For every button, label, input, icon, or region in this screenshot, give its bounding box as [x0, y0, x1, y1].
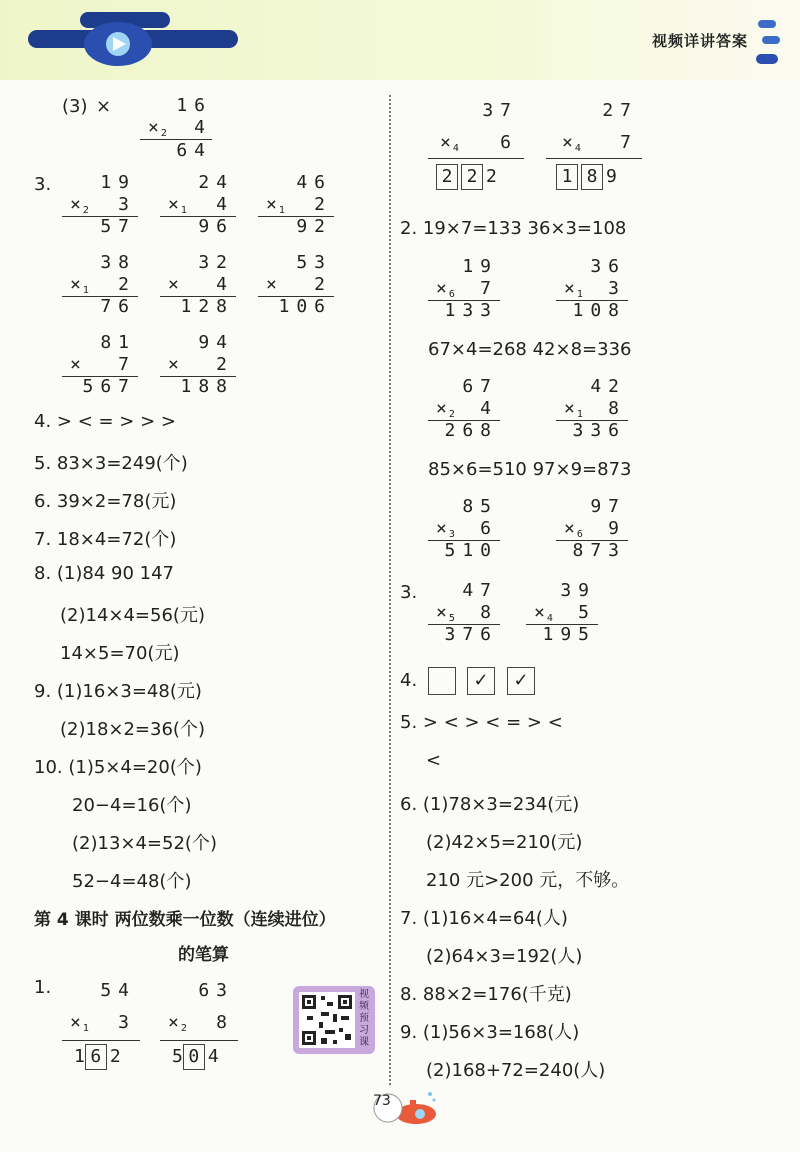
- answer-line: (2)42×5=210(元): [426, 832, 583, 853]
- calc-result-boxed: 5 0 4: [172, 1044, 219, 1070]
- answer-line: 52−4=48(个): [72, 871, 192, 892]
- answer-line: 14×5=70(元): [60, 643, 180, 664]
- calc-mult: 8: [216, 1012, 234, 1033]
- question-label: 3.: [400, 582, 418, 603]
- answer-line: 8. (1)84 90 147: [34, 563, 175, 584]
- calc-top: 16: [176, 95, 212, 116]
- answer-box-empty: [428, 667, 456, 695]
- calc-top: 39: [560, 580, 596, 601]
- calc-top: 36: [590, 256, 626, 277]
- calc-top: 67: [462, 376, 498, 397]
- column-divider: [389, 95, 391, 1085]
- page-number: 73: [373, 1093, 391, 1109]
- calc-result: 195: [542, 624, 596, 645]
- calc-top: 53: [296, 252, 332, 273]
- calc-top: 97: [590, 496, 626, 517]
- answer-line: (2)14×4=56(元): [60, 605, 205, 626]
- calc-mult: 3: [608, 278, 626, 299]
- answer-box-checked: ✓: [507, 667, 535, 695]
- calc-result: 268: [444, 420, 498, 441]
- question-label: 3.: [34, 174, 52, 195]
- calc-mult: 8: [608, 398, 626, 419]
- answer-line: (2)18×2=36(个): [60, 719, 205, 740]
- calc-mult: 7: [480, 278, 498, 299]
- calc-top: 81: [100, 332, 136, 353]
- calc-mult: 4: [216, 274, 234, 295]
- answer-line: 9. (1)16×3=48(元): [34, 681, 202, 702]
- calc-mult: 8: [480, 602, 498, 623]
- lesson-title-cont: 的笔算: [178, 945, 229, 965]
- calc-rule: [62, 1040, 140, 1041]
- calc-mult: 5: [578, 602, 596, 623]
- calc-result: 96: [198, 216, 234, 237]
- calc-rule: [428, 158, 524, 159]
- question-label: 1.: [34, 977, 52, 998]
- calc-mult: 3: [118, 1012, 136, 1033]
- calc-result: 873: [572, 540, 626, 561]
- answer-line: 67×4=268 42×8=336: [428, 339, 632, 360]
- answer-line: 10. (1)5×4=20(个): [34, 757, 202, 778]
- qr-code-icon: [299, 992, 355, 1048]
- calc-result: 376: [444, 624, 498, 645]
- calc-mult: 4: [216, 194, 234, 215]
- answer-box: 1: [556, 164, 578, 190]
- calc-result-boxed: 2 2 2: [436, 164, 497, 190]
- answer-line: 210 元>200 元，不够。: [426, 870, 630, 891]
- calc-result: 510: [444, 540, 498, 561]
- qr-caption: 视频预习课: [359, 989, 369, 1048]
- calc-top: 94: [198, 332, 234, 353]
- answer-line: 7. 18×4=72(个): [34, 529, 177, 550]
- answer-line: (2)64×3=192(人): [426, 946, 583, 967]
- calc-top: 19: [100, 172, 136, 193]
- answer-box: 8: [581, 164, 603, 190]
- header-title: 视频详讲答案: [651, 32, 748, 50]
- calc-mult: 6: [480, 518, 498, 539]
- calc-top: 32: [198, 252, 234, 273]
- calc-top: 38: [100, 252, 136, 273]
- calc-mult: 2: [118, 274, 136, 295]
- calc-rule: [160, 1040, 238, 1041]
- calc-mult: 4: [194, 117, 212, 138]
- calc-mult: 2: [314, 274, 332, 295]
- answer-line: 7. (1)16×4=64(人): [400, 908, 568, 929]
- calc-top: 47: [462, 580, 498, 601]
- calc-top: 24: [198, 172, 234, 193]
- answer-line: 6. 39×2=78(元): [34, 491, 177, 512]
- answer-box-checked: ✓: [467, 667, 495, 695]
- answer-line: 4. > < = > > >: [34, 411, 176, 432]
- answer-box: 0: [183, 1044, 205, 1070]
- calc-result: 106: [278, 296, 332, 317]
- wrong-mark: ×: [96, 96, 112, 117]
- answer-line: (2)13×4=52(个): [72, 833, 217, 854]
- calc-top: 46: [296, 172, 332, 193]
- calc-mult: 9: [608, 518, 626, 539]
- banner-right-decoration: [756, 18, 786, 78]
- answer-line: 85×6=510 97×9=873: [428, 459, 632, 480]
- answer-line: (2)168+72=240(人): [426, 1060, 606, 1081]
- banner-decoration: [0, 0, 260, 80]
- calc-result: 188: [180, 376, 234, 397]
- answer-line: 5. > < > < = > <: [400, 712, 563, 733]
- calc-mult: 2: [216, 354, 234, 375]
- answer-line: <: [426, 750, 442, 771]
- item-label: (3): [62, 96, 88, 117]
- answer-line: 5. 83×3=249(个): [34, 453, 188, 474]
- answer-line: 2. 19×7=133 36×3=108: [400, 218, 627, 239]
- answer-line: 6. (1)78×3=234(元): [400, 794, 580, 815]
- calc-result: 567: [82, 376, 136, 397]
- calc-result: 76: [100, 296, 136, 317]
- calc-result: 92: [296, 216, 332, 237]
- calc-mult: 2: [314, 194, 332, 215]
- calc-result: 108: [572, 300, 626, 321]
- qr-code-panel[interactable]: [293, 986, 375, 1054]
- calc-result-boxed: 1 8 9: [556, 164, 617, 190]
- answer-line: 8. 88×2=176(千克): [400, 984, 572, 1005]
- calc-result-boxed: 1 6 2: [74, 1044, 121, 1070]
- calc-top: 63: [198, 980, 234, 1001]
- calc-top: 54: [100, 980, 136, 1001]
- answer-box: 2: [436, 164, 458, 190]
- calc-result: 336: [572, 420, 626, 441]
- calc-mult: 7: [118, 354, 136, 375]
- calc-top: 19: [462, 256, 498, 277]
- calc-mult: 3: [118, 194, 136, 215]
- header-banner: [0, 0, 800, 80]
- calc-mult: 6: [500, 132, 518, 153]
- answer-line: 20−4=16(个): [72, 795, 192, 816]
- calc-top: 37: [482, 100, 518, 121]
- lesson-title: 第 4 课时 两位数乘一位数（连续进位）: [34, 910, 336, 930]
- answer-box: 2: [461, 164, 483, 190]
- calc-top: 85: [462, 496, 498, 517]
- calc-rule: [546, 158, 642, 159]
- calc-result: 128: [180, 296, 234, 317]
- calc-result: 133: [444, 300, 498, 321]
- calc-result: 57: [100, 216, 136, 237]
- answer-line: 9. (1)56×3=168(人): [400, 1022, 580, 1043]
- calc-mult: 7: [620, 132, 638, 153]
- calc-top: 42: [590, 376, 626, 397]
- answer-box: 6: [85, 1044, 107, 1070]
- question-label: 4.: [400, 670, 418, 691]
- calc-mult: 4: [480, 398, 498, 419]
- calc-result: 64: [176, 140, 212, 161]
- calc-top: 27: [602, 100, 638, 121]
